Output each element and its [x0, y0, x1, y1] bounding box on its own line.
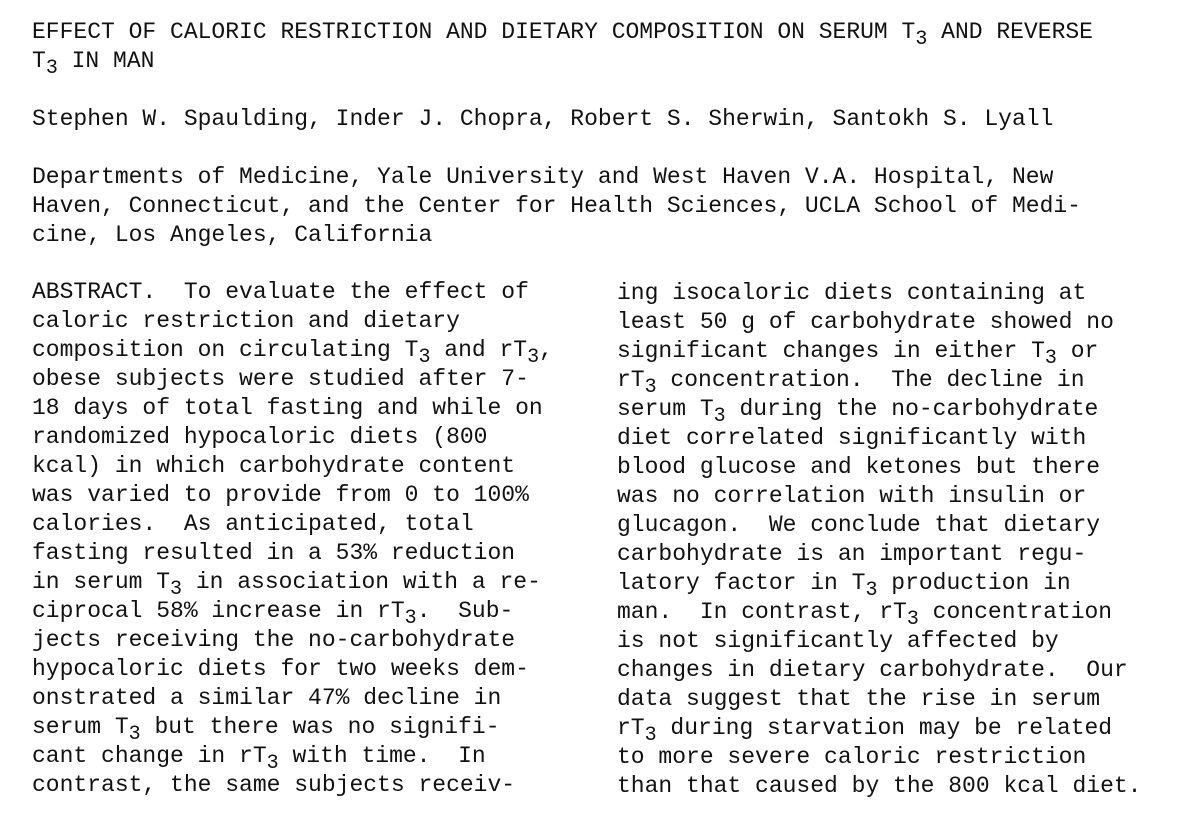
text-line — [617, 279, 1142, 308]
text-run: is not significantly affected by — [617, 628, 1059, 654]
text-run: was varied to provide from 0 to 100% — [32, 482, 529, 508]
subscript: 3 — [713, 405, 726, 428]
text-line — [32, 742, 553, 775]
text-line — [617, 598, 1142, 631]
text-run: Stephen W. Spaulding, Inder J. Chopra, Robert S. Sherwin, Santokh S. Lyall — [32, 106, 1054, 132]
text-line — [617, 569, 1142, 602]
text-line — [617, 482, 1142, 511]
subscript: 3 — [45, 57, 58, 80]
text-run: cant change in rT — [32, 743, 267, 769]
text-line — [32, 18, 1093, 51]
text-run: diet correlated significantly with — [617, 425, 1087, 451]
text-run: than that caused by the 800 kcal diet. — [617, 773, 1142, 799]
text-line — [617, 511, 1142, 540]
text-run: obese subjects were studied after 7- — [32, 366, 529, 392]
text-line — [617, 743, 1142, 772]
text-line — [32, 278, 553, 307]
text-run: ciprocal 58% increase in rT — [32, 598, 405, 624]
text-line — [617, 685, 1142, 714]
text-line — [32, 192, 1081, 221]
text-line — [32, 336, 553, 369]
paper-title — [32, 18, 1093, 80]
text-line — [32, 510, 553, 539]
text-run: EFFECT OF CALORIC RESTRICTION AND DIETARY COMPOSITION ON SERUM T — [32, 19, 916, 45]
text-run: randomized hypocaloric diets (800 — [32, 424, 488, 450]
subscript: 3 — [170, 578, 183, 601]
subscript: 3 — [527, 346, 540, 369]
text-run: IN MAN — [57, 48, 155, 74]
text-run: concentration — [918, 599, 1113, 625]
abstract-right-column — [617, 279, 1142, 801]
text-line — [32, 163, 1081, 192]
text-run: was no correlation with insulin or — [617, 483, 1087, 509]
text-run: onstrated a similar 47% decline in — [32, 685, 502, 711]
text-line — [32, 481, 553, 510]
text-line — [617, 540, 1142, 569]
text-run: Departments of Medicine, Yale University and West Haven V.A. Hospital, New — [32, 164, 1054, 190]
text-line — [617, 453, 1142, 482]
text-line — [32, 684, 553, 713]
text-run: production in — [877, 570, 1071, 596]
subscript: 3 — [418, 346, 431, 369]
subscript: 3 — [128, 723, 141, 746]
text-run: to more severe caloric restriction — [617, 744, 1087, 770]
text-run: kcal) in which carbohydrate content — [32, 453, 516, 479]
text-run: contrast, the same subjects receiv- — [32, 772, 516, 798]
text-line — [617, 424, 1142, 453]
affiliation — [32, 163, 1081, 250]
text-run: serum T — [32, 714, 129, 740]
text-line — [32, 655, 553, 684]
text-run: rT — [617, 715, 645, 741]
text-line — [617, 337, 1142, 370]
subscript: 3 — [644, 724, 657, 747]
text-run: Haven, Connecticut, and the Center for Health Sciences, UCLA School of Medi- — [32, 193, 1081, 219]
text-run: in association with a re- — [182, 569, 541, 595]
text-run: AND REVERSE — [927, 19, 1093, 45]
text-run: data suggest that the rise in serum — [617, 686, 1101, 712]
text-line — [32, 626, 553, 655]
text-run: in serum T — [32, 569, 171, 595]
text-run: carbohydrate is an important regu- — [617, 541, 1087, 567]
text-line — [32, 771, 553, 800]
text-line — [32, 568, 553, 601]
text-line — [32, 713, 553, 746]
text-line — [32, 597, 553, 630]
text-line — [32, 221, 1081, 250]
text-run: with time. In — [278, 743, 486, 769]
subscript: 3 — [1044, 347, 1057, 370]
text-run: man. In contrast, rT — [617, 599, 907, 625]
text-run: but there was no signifi- — [140, 714, 500, 740]
subscript: 3 — [915, 28, 928, 51]
text-run: composition on circulating T — [32, 337, 419, 363]
text-line — [617, 627, 1142, 656]
text-run: changes in dietary carbohydrate. Our — [617, 657, 1128, 683]
text-line — [32, 452, 553, 481]
text-run: calories. As anticipated, total — [32, 511, 474, 537]
text-run: . Sub- — [416, 598, 514, 624]
subscript: 3 — [404, 607, 417, 630]
text-run: blood glucose and ketones but there — [617, 454, 1101, 480]
text-run: latory factor in T — [617, 570, 866, 596]
text-line — [617, 395, 1142, 428]
abstract-left-column — [32, 278, 553, 800]
text-run: hypocaloric diets for two weeks dem- — [32, 656, 529, 682]
text-run: ing isocaloric diets containing at — [617, 280, 1087, 306]
subscript: 3 — [865, 579, 878, 602]
text-line — [617, 366, 1142, 399]
text-run: rT — [617, 367, 645, 393]
text-run: ABSTRACT. To evaluate the effect of — [32, 279, 529, 305]
text-run: fasting resulted in a 53% reduction — [32, 540, 516, 566]
text-run: , — [539, 337, 553, 363]
text-line — [617, 714, 1142, 747]
text-run: during starvation may be related — [656, 715, 1113, 741]
text-run: T — [32, 48, 46, 74]
text-line — [32, 394, 553, 423]
text-line — [32, 105, 1053, 134]
author-list — [32, 105, 1053, 134]
text-run: cine, Los Angeles, California — [32, 222, 433, 248]
text-line — [32, 365, 553, 394]
text-run: serum T — [617, 396, 714, 422]
text-line — [617, 308, 1142, 337]
subscript: 3 — [266, 752, 279, 775]
text-run: least 50 g of carbohydrate showed no — [617, 309, 1114, 335]
text-run: jects receiving the no-carbohydrate — [32, 627, 516, 653]
text-run: concentration. The decline in — [656, 367, 1085, 393]
text-line — [617, 772, 1142, 801]
text-run: and rT — [430, 337, 528, 363]
text-run: caloric restriction and dietary — [32, 308, 460, 334]
text-line — [32, 47, 1093, 80]
subscript: 3 — [906, 608, 919, 631]
text-run: glucagon. We conclude that dietary — [617, 512, 1101, 538]
text-run: significant changes in either T — [617, 338, 1045, 364]
text-run: 18 days of total fasting and while on — [32, 395, 543, 421]
subscript: 3 — [644, 376, 657, 399]
text-run: or — [1056, 338, 1099, 364]
text-line — [32, 539, 553, 568]
text-line — [32, 307, 553, 336]
text-run: during the no-carbohydrate — [725, 396, 1099, 422]
text-line — [32, 423, 553, 452]
text-line — [617, 656, 1142, 685]
